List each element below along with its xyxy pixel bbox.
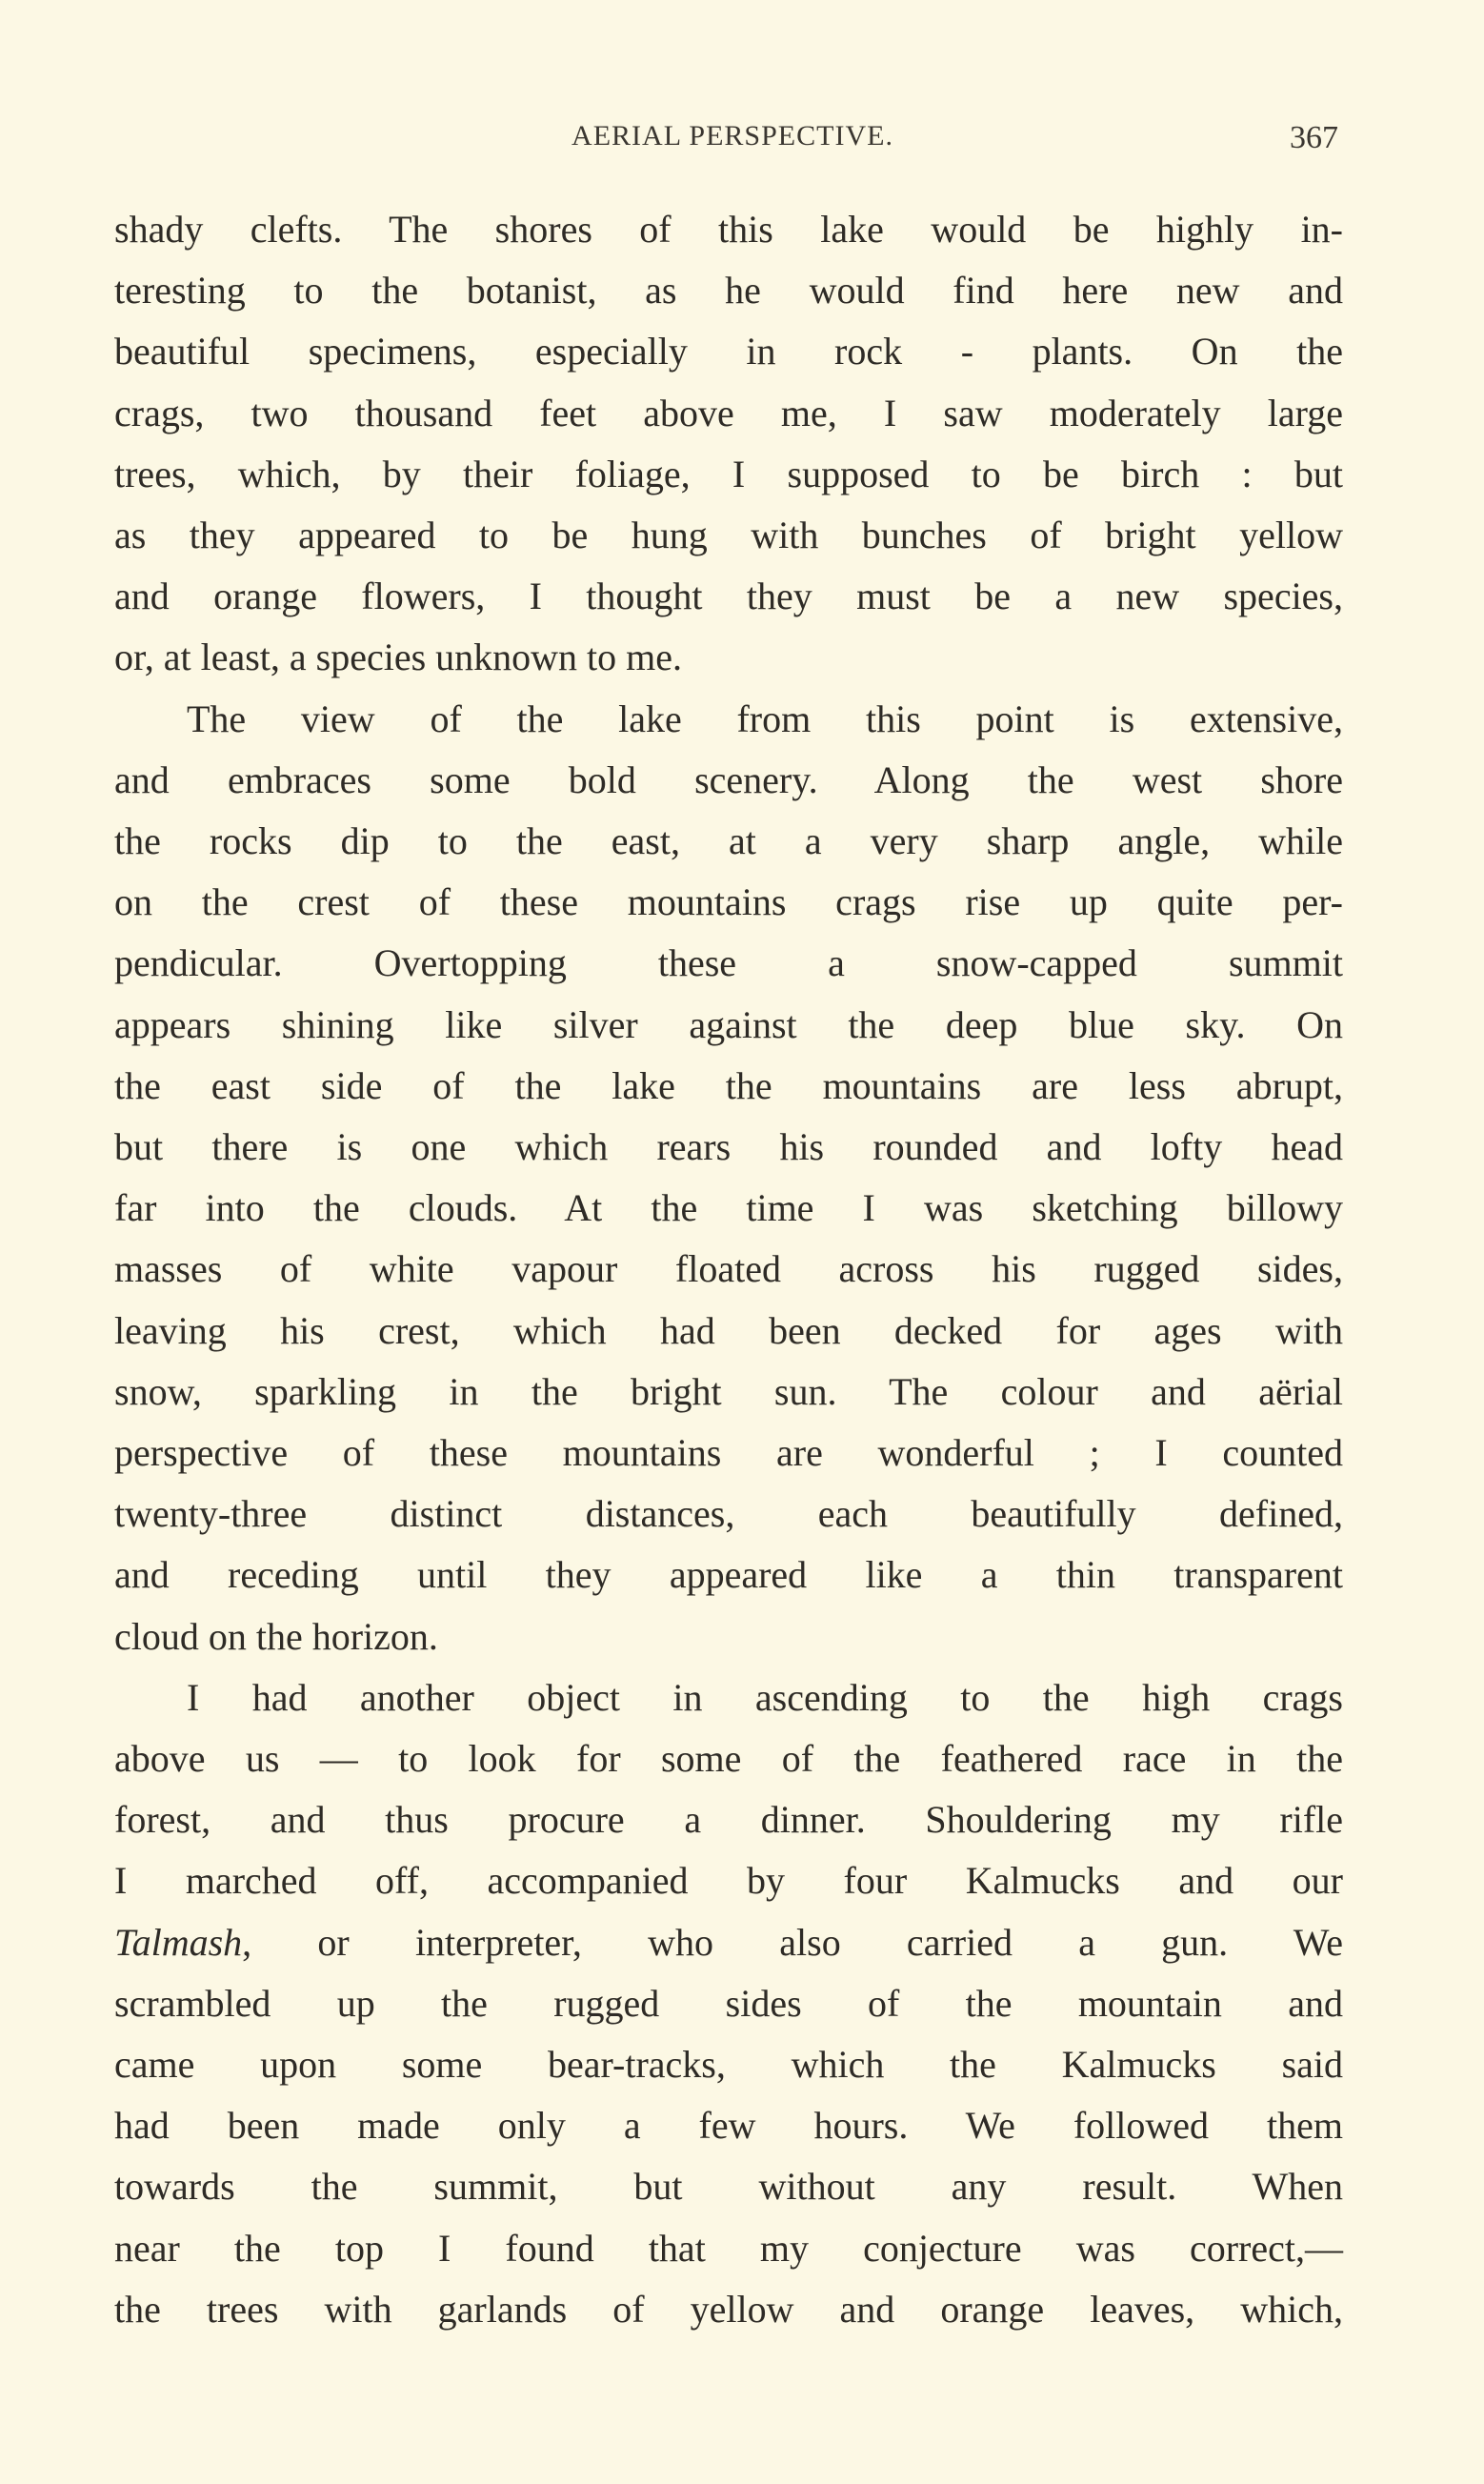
line-text: cloud on the horizon.	[114, 1614, 438, 1658]
text-line	[114, 939, 1343, 988]
line-text: The view of the lake from this point is extensive,	[187, 697, 1343, 740]
text-line	[114, 878, 1343, 927]
text-line	[114, 1061, 1343, 1111]
text-line	[114, 817, 1343, 866]
line-text: the trees with garlands of yellow and orange leaves, which,	[114, 2287, 1343, 2331]
text-line	[114, 1979, 1343, 2029]
line-text: towards the summit, but without any result. When	[114, 2165, 1343, 2209]
text-line	[114, 1550, 1343, 1600]
line-text: perspective of these mountains are wonderful ; I counted	[114, 1431, 1343, 1474]
line-text: shady clefts. The shores of this lake would be highly in-	[114, 208, 1343, 251]
line-text: , or interpreter, who also carried a gun. We	[242, 1920, 1343, 1964]
text-line	[114, 1000, 1343, 1050]
page-number: 367	[1290, 120, 1338, 155]
text-line	[114, 2101, 1343, 2151]
text-line	[114, 389, 1343, 438]
page-header	[0, 116, 1484, 162]
line-text: had been made only a few hours. We followed them	[114, 2104, 1343, 2148]
text-line	[114, 1428, 1343, 1478]
text-line	[114, 1918, 1343, 1968]
text-line	[114, 2285, 1343, 2334]
line-text: or, at least, a species unknown to me.	[114, 636, 683, 679]
line-text: twenty-three distinct distances, each beautifully defined,	[114, 1492, 1343, 1536]
text-line	[114, 1856, 1343, 1906]
text-line	[114, 2040, 1343, 2090]
text-line	[114, 1244, 1343, 1294]
line-text: I marched off, accompanied by four Kalmucks and our	[114, 1859, 1343, 1903]
line-text: the east side of the lake the mountains are less abrupt,	[114, 1063, 1343, 1107]
line-text: beautiful specimens, especially in rock - plants. On the	[114, 330, 1343, 374]
line-text: near the top I found that my conjecture was correct,—	[114, 2226, 1343, 2270]
text-line	[114, 327, 1343, 376]
line-text: forest, and thus procure a dinner. Shouldering my rifle	[114, 1798, 1343, 1842]
line-text: the rocks dip to the east, at a very sharp angle, while	[114, 819, 1343, 862]
text-line	[114, 2224, 1343, 2273]
text-line	[114, 1612, 1343, 1662]
running-title: AERIAL PERSPECTIVE.	[572, 120, 893, 151]
text-line	[114, 1367, 1343, 1417]
line-text: appears shining like silver against the deep blue sky. On	[114, 1002, 1343, 1046]
text-line	[114, 511, 1343, 560]
text-line	[114, 1183, 1343, 1233]
text-line	[114, 2162, 1343, 2211]
text-line	[114, 450, 1343, 499]
line-text: above us — to look for some of the feathered race in the	[114, 1737, 1343, 1780]
text-line	[187, 695, 1343, 744]
text-line	[114, 1306, 1343, 1356]
line-text: came upon some bear-tracks, which the Kalmucks said	[114, 2043, 1343, 2086]
text-line	[114, 633, 1343, 682]
line-text: on the crest of these mountains crags rise up quite per-	[114, 880, 1343, 924]
text-line	[114, 1734, 1343, 1784]
line-text: scrambled up the rugged sides of the mountain and	[114, 1981, 1343, 2025]
text-line	[114, 572, 1343, 621]
line-text: far into the clouds. At the time I was sketching billowy	[114, 1186, 1343, 1230]
line-text: and receding until they appeared like a thin transparent	[114, 1553, 1343, 1597]
text-line	[114, 1489, 1343, 1539]
line-text: trees, which, by their foliage, I supposed to be birch : but	[114, 452, 1343, 495]
line-text: masses of white vapour floated across his rugged sides,	[114, 1247, 1343, 1291]
text-line	[114, 1122, 1343, 1172]
line-text: I had another object in ascending to the high crags	[187, 1675, 1343, 1719]
line-text: pendicular. Overtopping these a snow-capped summit	[114, 941, 1343, 985]
line-text: leaving his crest, which had been decked for ages with	[114, 1308, 1343, 1352]
text-line	[114, 1795, 1343, 1845]
line-text: crags, two thousand feet above me, I saw moderately large	[114, 391, 1343, 434]
line-text: and orange flowers, I thought they must be a new species,	[114, 575, 1343, 618]
text-line	[114, 205, 1343, 254]
text-line	[187, 1673, 1343, 1723]
line-text: but there is one which rears his rounded and lofty head	[114, 1125, 1343, 1168]
line-text: teresting to the botanist, as he would find here new and	[114, 269, 1343, 313]
italic-term: Talmash	[114, 1920, 243, 1964]
line-text: and embraces some bold scenery. Along the west shore	[114, 757, 1343, 801]
line-text: as they appeared to be hung with bunches of bright yellow	[114, 514, 1343, 556]
text-line	[114, 756, 1343, 805]
text-line	[114, 266, 1343, 315]
line-text: snow, sparkling in the bright sun. The colour and aërial	[114, 1369, 1343, 1413]
